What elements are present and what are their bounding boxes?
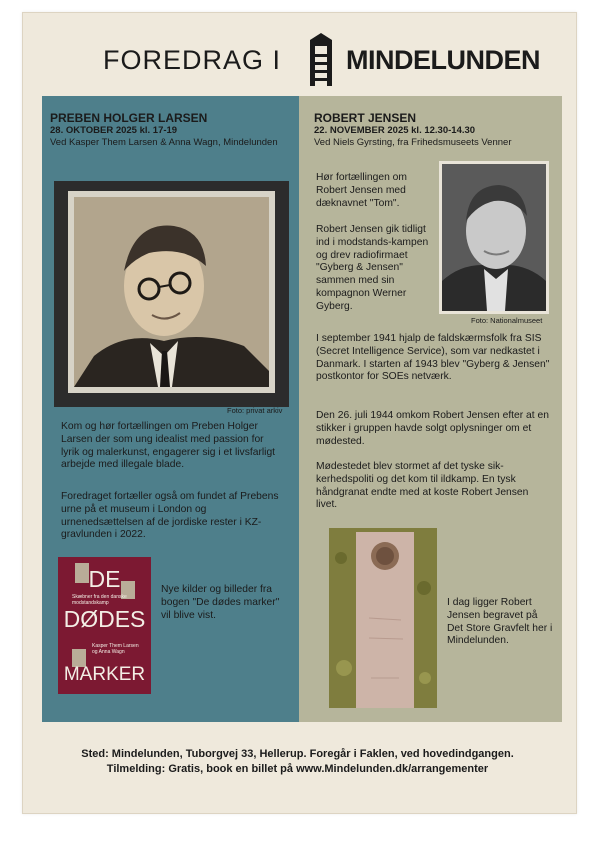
mindelunden-logo-icon (306, 32, 336, 86)
right-event-date: 22. NOVEMBER 2025 kl. 12.30-14.30 (314, 125, 476, 136)
grave-photo (329, 528, 437, 708)
footer-registration: Tilmelding: Gratis, book en billet på www.Mindelunden.dk/arrangementer (106, 763, 489, 775)
right-paragraph-1: Hør fortællingen om Robert Jensen med dæknavnet "Tom". (316, 172, 407, 209)
gravestone-image (329, 528, 437, 708)
book-cover-de-dodes-marker (58, 557, 151, 694)
right-photo-frame (439, 161, 549, 314)
left-speaker-name: PREBEN HOLGER LARSEN (50, 111, 208, 125)
right-paragraph-5: Mødestedet blev stormet af det tyske sik-kerhedspoliti og det kom til ildkamp. En tysk håndgranat endte med at koste Robert Jensen livet. (316, 461, 529, 511)
left-paragraph-2: Foredraget fortæller også om fundet af Prebens urne på et museum i London og urnenedsættelsen af de jordiske rester i KZ-gravlunden i 2022. (61, 491, 279, 541)
book-subtitle: Skæbner fra den danske modstandskamp (72, 594, 127, 606)
book-title-line-2: DØDES (63, 606, 146, 632)
title-foredrag: FOREDRAG I (103, 45, 282, 75)
book-note: Nye kilder og billeder fra bogen "De dødes marker" vil blive vist. (161, 584, 280, 621)
title-mindelunden: MINDELUNDEN (346, 45, 540, 75)
footer-location: Sted: Mindelunden, Tuborgvej 33, Hellerup. Foregår i Faklen, ved hovedindgangen. (81, 748, 514, 760)
right-speaker-name: ROBERT JENSEN (314, 111, 417, 125)
left-photo-credit: Foto: privat arkiv (227, 406, 283, 415)
right-paragraph-3: I september 1941 hjalp de faldskærmsfolk fra SIS (Secret Intelligence Service), som var nedkastet i Danmark. I starten af 1943 blev "Gyberg & Jensen" postkontor for SOEs netværk. (316, 333, 550, 383)
portrait-larsen-photo (54, 181, 289, 407)
left-photo-frame (54, 181, 289, 407)
book-title-line-3: MARKER (63, 664, 146, 685)
right-event-host: Ved Niels Gyrsting, fra Frihedsmuseets Venner (314, 137, 512, 148)
portrait-jensen-photo (439, 161, 549, 314)
poster-header (0, 0, 595, 85)
right-paragraph-2: Robert Jensen gik tidligt ind i modstands-kampen og drev radiofirmaet "Gyberg & Jensen" sammen med sin kompagnon Werner Gyberg. (316, 224, 429, 312)
book-title-line-1: DE (88, 566, 121, 592)
right-paragraph-4: Den 26. juli 1944 omkom Robert Jensen efter at en stikker i gruppen havde solgt oplysninger om et mødested. (316, 410, 549, 447)
left-event-date: 28. OKTOBER 2025 kl. 17-19 (50, 125, 178, 136)
right-photo-credit: Foto: Nationalmuseet (471, 316, 543, 325)
left-paragraph-1: Kom og hør fortællingen om Preben Holger Larsen der som ung idealist med passion for lyrik og malerkunst, engagerer sig i et livsfarligt arbejde med illegale blade. (61, 421, 276, 471)
grave-note: I dag ligger Robert Jensen begravet på Det Store Gravfelt her i Mindelunden. (447, 597, 553, 647)
book-authors: Kasper Them Larsen og Anna Wagn (92, 643, 139, 655)
left-event-host: Ved Kasper Them Larsen & Anna Wagn, Mindelunden (50, 137, 278, 148)
